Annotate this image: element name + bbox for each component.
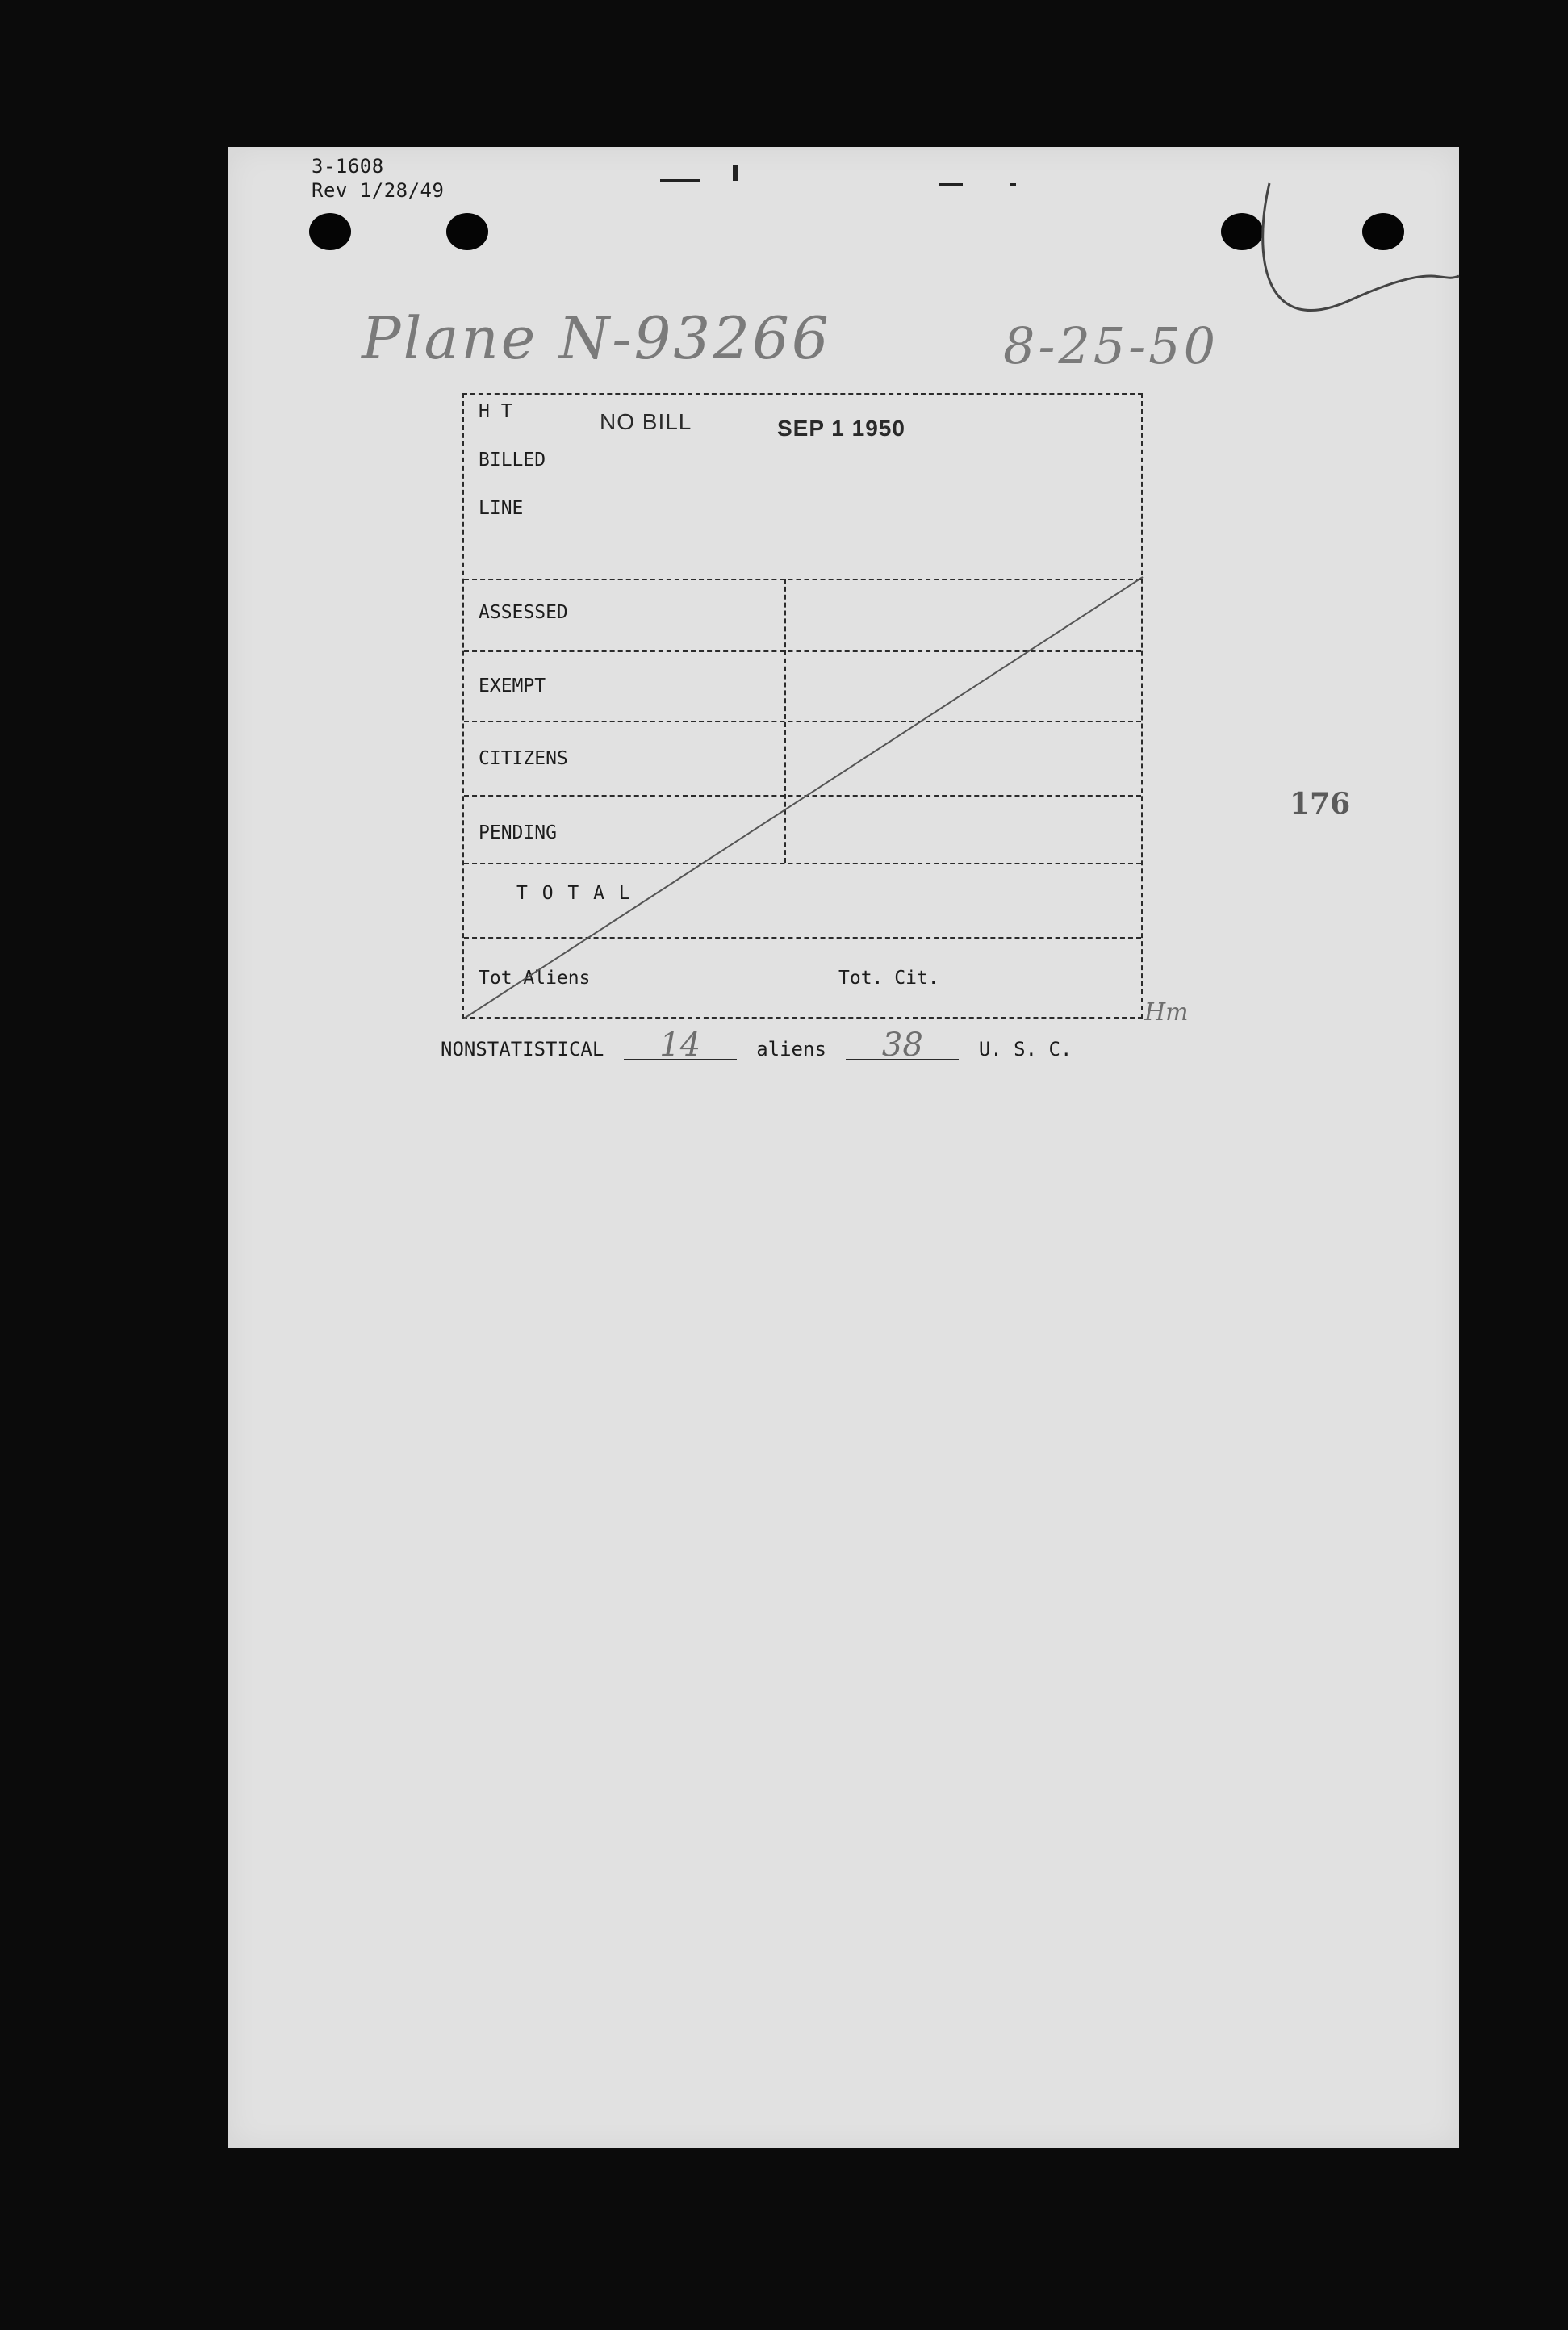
cancel-line (464, 395, 1144, 1020)
punch-hole (446, 213, 488, 250)
top-mark (1010, 183, 1016, 186)
date-stamp: SEP 1 1950 (777, 416, 905, 441)
top-mark (733, 165, 738, 181)
tot-cit-label: Tot. Cit. (838, 968, 939, 989)
handwritten-date: 8-25-50 (1003, 316, 1219, 375)
row-assessed: ASSESSED (479, 602, 568, 623)
tot-aliens-label: Tot Aliens (479, 968, 591, 989)
no-bill-stamp: NO BILL (600, 409, 692, 434)
top-mark (660, 179, 700, 182)
statistics-form-table (462, 393, 1143, 1019)
form-number: 3-1608 (312, 155, 384, 178)
aliens-label: aliens (756, 1038, 826, 1060)
page-number: 176 (1290, 787, 1351, 821)
usc-count: 38 (846, 1031, 959, 1060)
total-label: T O T A L (516, 883, 632, 904)
header-ht: H T (479, 401, 512, 422)
handwritten-plane-number: Plane N-93266 (362, 304, 831, 372)
row-exempt: EXEMPT (479, 676, 546, 696)
form-revision: Rev 1/28/49 (312, 179, 445, 202)
punch-hole (309, 213, 351, 250)
row-pending: PENDING (479, 822, 557, 843)
header-billed: BILLED (479, 450, 546, 471)
pencil-swoosh (1253, 179, 1463, 341)
aliens-count: 14 (624, 1031, 737, 1060)
usc-label: U. S. C. (978, 1038, 1073, 1060)
header-line: LINE (479, 498, 524, 519)
row-citizens: CITIZENS (479, 748, 568, 769)
nonstatistical-label: NONSTATISTICAL (441, 1038, 604, 1060)
top-mark (939, 183, 963, 186)
document-page (228, 147, 1459, 2148)
nonstatistical-line (441, 1027, 1073, 1064)
handwritten-initials: Hm (1144, 998, 1189, 1027)
